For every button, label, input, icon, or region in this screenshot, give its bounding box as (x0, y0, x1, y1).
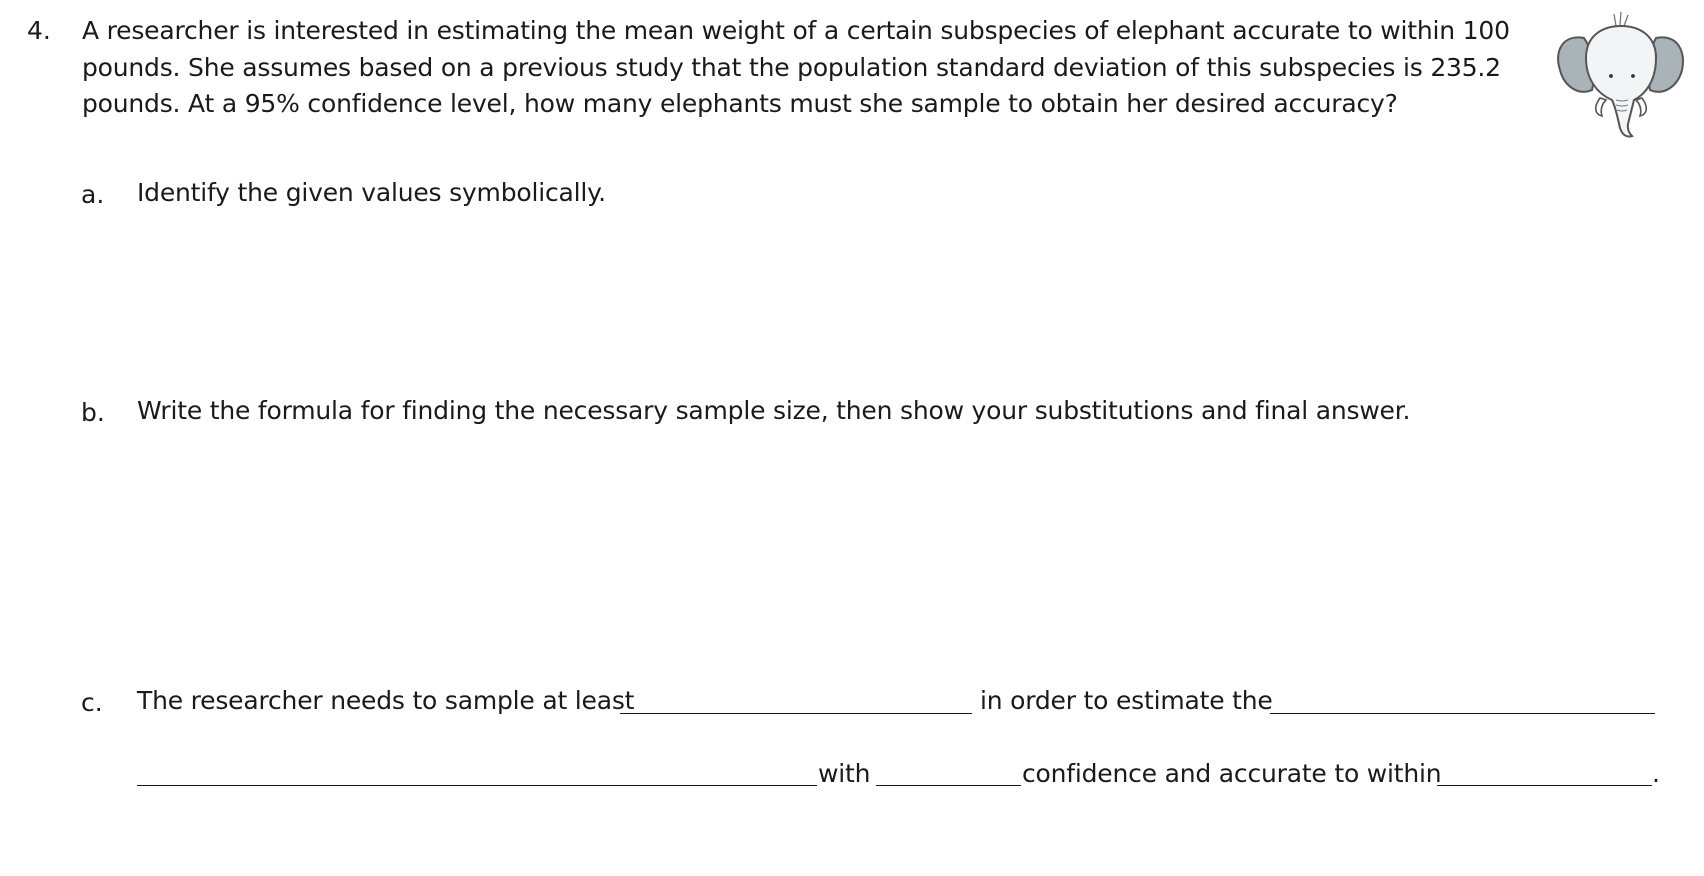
question-line-3: pounds. At a 95% confidence level, how many elephants must she sample to obtain her desired accuracy? (82, 89, 1398, 118)
part-b-text: Write the formula for finding the necessary sample size, then show your substitutions and final answer. (137, 396, 1411, 425)
part-a-text: Identify the given values symbolically. (137, 178, 606, 207)
blank-parameter-1[interactable] (1270, 713, 1655, 714)
blank-confidence[interactable] (876, 785, 1021, 786)
blank-parameter-2[interactable] (137, 785, 817, 786)
part-c-text-1: The researcher needs to sample at least (137, 686, 635, 715)
question-number: 4. (27, 16, 51, 45)
question-prompt (82, 13, 1512, 123)
question-line-1: A researcher is interested in estimating the mean weight of a certain subspecies of elephant accurate to within 100 (82, 16, 1510, 45)
elephant-icon (1556, 8, 1686, 144)
part-c-text-5: . (1652, 759, 1660, 788)
part-c-text-4: confidence and accurate to within (1022, 759, 1442, 788)
question-line-2: pounds. She assumes based on a previous study that the population standard deviation of this subspecies is 235.2 (82, 52, 1501, 82)
blank-accuracy[interactable] (1437, 785, 1652, 786)
part-c-letter: c. (81, 688, 103, 717)
part-a-letter: a. (81, 180, 105, 209)
blank-sample-size[interactable] (620, 713, 972, 714)
part-c-text-3: with (818, 759, 871, 788)
part-c-text-2: in order to estimate the (980, 686, 1273, 715)
part-b-letter: b. (81, 398, 105, 427)
